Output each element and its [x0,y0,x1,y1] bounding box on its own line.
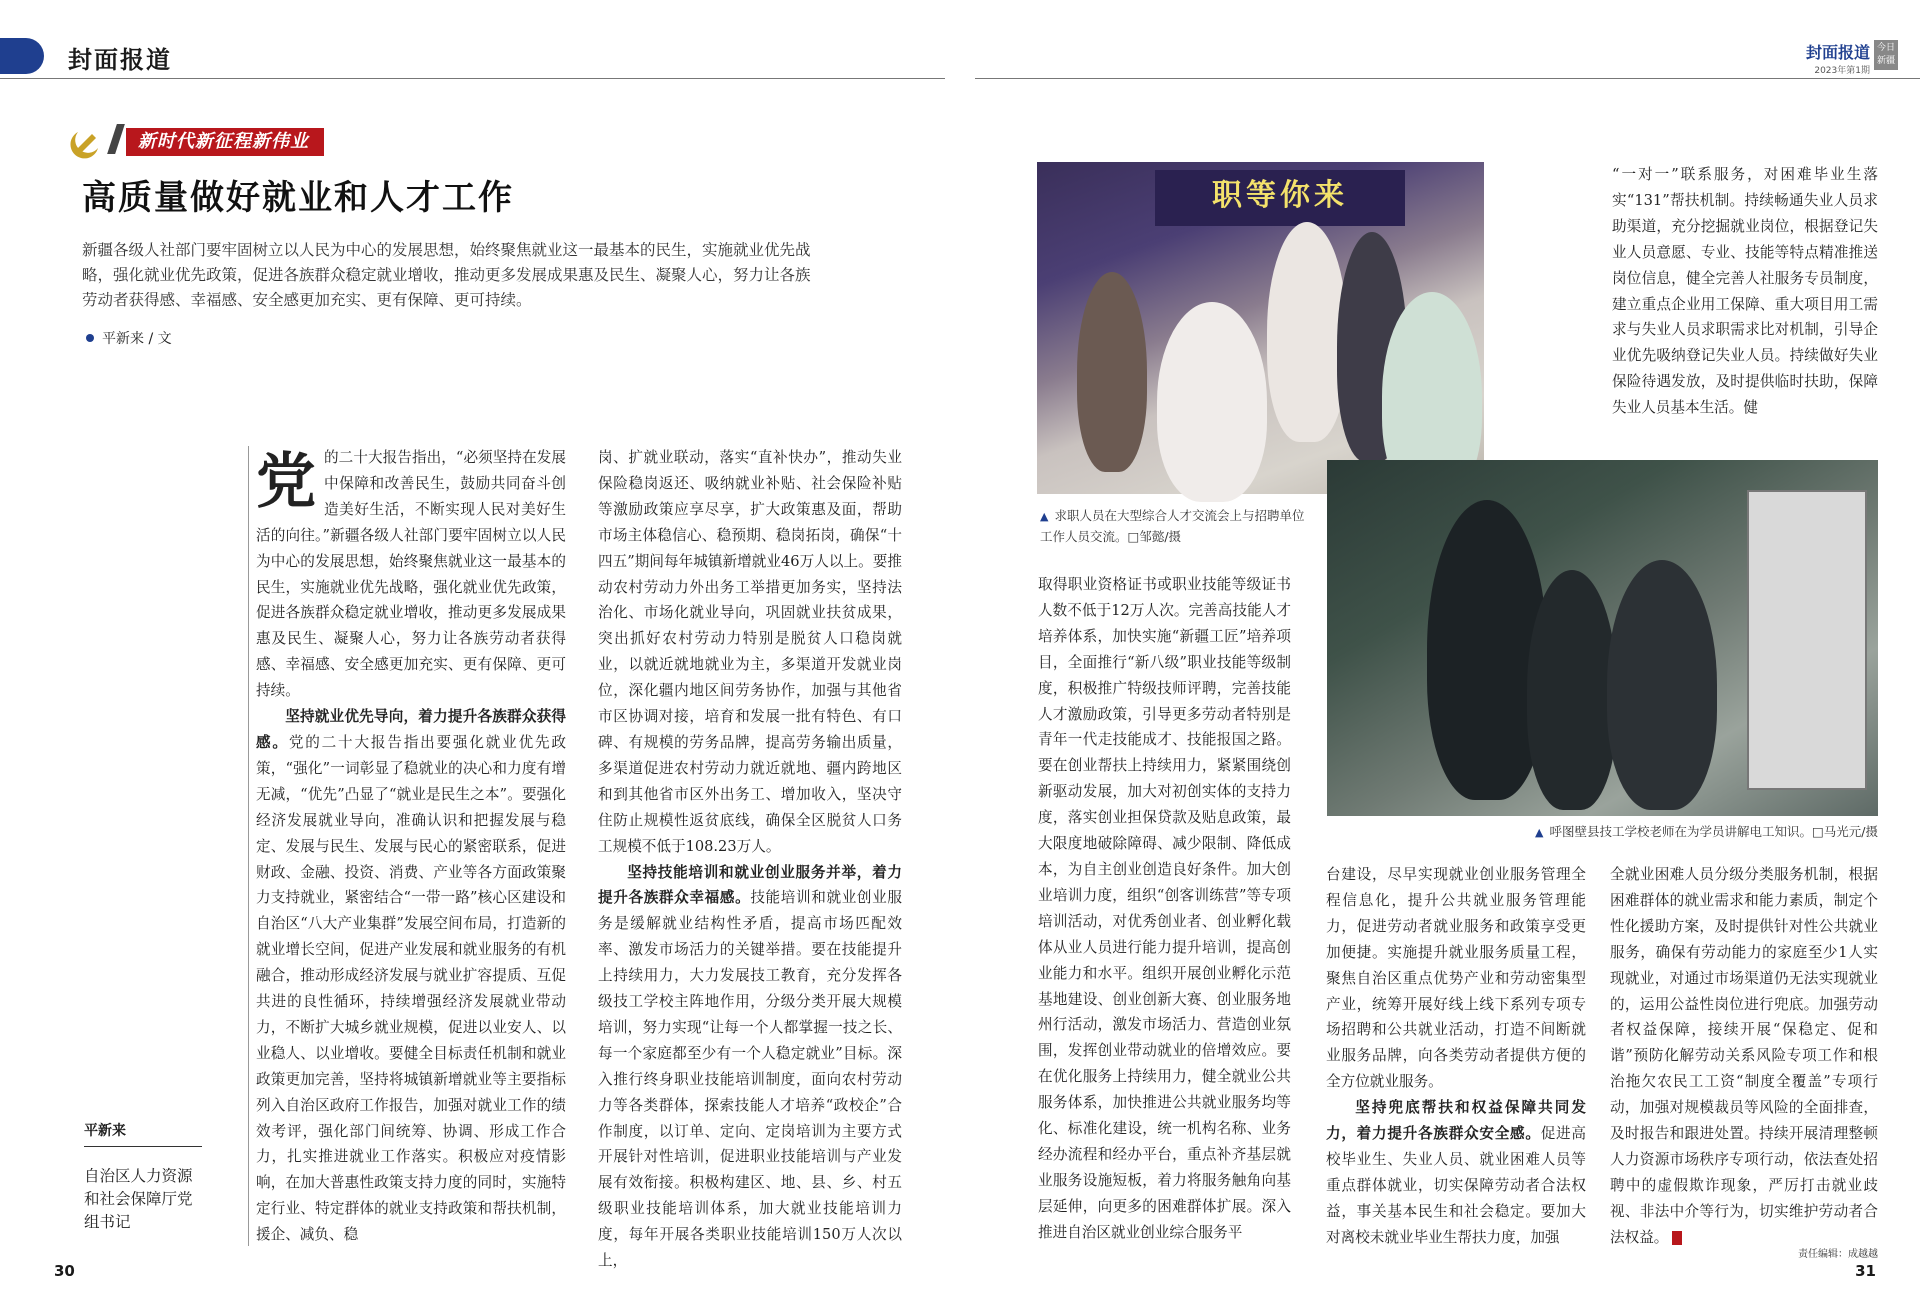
column-divider [248,446,249,1246]
end-mark-icon [1672,1231,1682,1245]
article-column-3 [1038,572,1291,1252]
byline [86,328,172,348]
photo-credit: □马光元/摄 [1811,824,1878,839]
photo-credit: □邹懿/摄 [1127,529,1182,544]
caption-triangle-icon: ▲ [1534,826,1544,839]
paragraph-text: 技能培训和就业创业服务是缓解就业结构性矛盾，提高市场匹配效率、激发市场活力的关键举措。要在技能提升上持续用力，大力发展技工教育，充分发挥各级技工学校主阵地作用，分级分类开展大规模培训，努力实现“让每一个人都掌握一技之长、每一个家庭都至少有一个人稳定就业”目标。深入推行终身职业技能培训制度，面向农村劳动力等各类群体，探索技能人才培养“政校企”合作制度，以订单、定向、定岗培训为主要方式开展针对性培训，促进职业技能培训与产业发展有效衔接。积极构建区、地、县、乡、村五级职业技能培训体系，加大就业技能培训力度，每年开展各类职业技能培训150万人次以上， [598,889,902,1270]
paragraph [256,704,566,1248]
article-column-4 [1326,862,1586,1252]
page-number-right: 31 [1855,1262,1876,1280]
paragraph-text: 的二十大报告指出，“必须坚持在发展中保障和改善民生，鼓励共同奋斗创造美好生活，不断实现人民对美好生活的向往。”新疆各级人社部门要牢固树立以人民为中心的发展思想，始终聚焦就业这一最基本的民生，实施就业优先战略，强化就业优先政策，促进各族群众稳定就业增收，推动更多发展成果惠及民生、凝聚人心，努力让各族劳动者获得感、幸福感、安全感更加充实、更有保障、更可持续。 [256,449,566,700]
photo-person [1267,222,1347,442]
article-lead: 新疆各级人社部门要牢固树立以人民为中心的发展思想，始终聚焦就业这一最基本的民生，实施就业优先战略，强化就业优先政策，促进各族群众稳定就业增收，推动更多发展成果惠及民生、凝聚人心，努力让各族劳动者获得感、幸福感、安全感更加充实、更有保障、更可持续。 [82,241,811,309]
paragraph-text: 取得职业资格证书或职业技能等级证书人数不低于12万人次。完善高技能人才培养体系，加快实施“新疆工匠”培养项目，全面推行“新八级”职业技能等级制度，积极推广特级技师评聘，完善技能人才激励政策，引导更多劳动者特别是青年一代走技能成才、技能报国之路。要在创业帮扶上持续用力，紧紧围绕创新驱动发展，加大对初创实体的支持力度，落实创业担保贷款及贴息政策，最大限度地破除障碍、减少限制、降低成本，为自主创业创造良好条件。加大创业培训力度，组织“创客训练营”等专项培训活动，对优秀创业者、创业孵化载体从业人员进行能力提升培训，提高创业能力和水平。组织开展创业孵化示范基地建设、创业创新大赛、创业服务地州行活动，激发市场活力、营造创业氛围，发挥创业带动就业的倍增效应。要在优化服务上持续用力，健全就业公共服务体系，加快推进公共就业服务均等化、标准化建设，统一机构名称、业务经办流程和经办平台，重点补齐基层就业服务设施短板，着力将服务触角向基层延伸，向更多的困难群体扩展。深入推进自治区就业创业综合服务平 [1038,576,1291,1241]
photo-person [1077,272,1147,472]
paragraph-text: 全就业困难人员分级分类服务机制，根据困难群体的就业需求和能力素质，制定个性化援助方案，及时提供针对性公共就业服务，确保有劳动能力的家庭至少1人实现就业，对通过市场渠道仍无法实现就业的，运用公益性岗位进行兜底。加强劳动者权益保障，接续开展“保稳定、促和谐”预防化解劳动关系风险专项工作和根治拖欠农民工工资“制度全覆盖”专项行动，加强对规模裁员等风险的全面排查，及时报告和跟进处置。持续开展清理整顿人力资源市场秩序专项行动，依法查处招聘中的虚假欺诈现象，严厉打击就业歧视、非法中介等行为，切实维护劳动者合法权益。 [1610,866,1878,1246]
party-emblem-icon [70,124,104,158]
caption-text: 呼图壁县技工学校老师在为学员讲解电工知识。 [1549,824,1812,839]
header-rule-left [0,78,945,79]
header-rule-right [975,78,1920,79]
photo-person [1607,560,1717,810]
paragraph-text: 党的二十大报告指出要强化就业优先政策，“强化”一词彰显了稳就业的决心和力度有增无减，“优先”凸显了“就业是民生之本”。要强化经济发展就业导向，准确认识和把握发展与稳定、发展与民生、发展与民心的紧密联系，促进财政、金融、投资、消费、产业等各方面政策聚力支持就业，紧密结合“一带一路”核心区建设和自治区“八大产业集群”发展空间布局，打造新的就业增长空间，促进产业发展和就业服务的有机融合，推动形成经济发展与就业扩容提质、互促共进的良性循环，持续增强经济发展就业带动力，不断扩大城乡就业规模，促进以业安人、以业稳人、以业增收。要健全目标责任机制和就业政策更加完善，坚持将城镇新增就业等主要指标列入自治区政府工作报告，加强对就业工作的绩效考评，强化部门间统筹、协调、形成工作合力，扎实推进就业工作落实。积极应对疫情影响，在加大普惠性政策支持力度的同时，实施特定行业、特定群体的就业支持政策和帮扶机制，援企、减负、稳 [256,733,566,1244]
photo1-caption [1040,506,1310,547]
article-column-5 [1610,862,1878,1252]
author-note [84,1120,202,1234]
job-fair-photo [1037,162,1484,494]
title-slash [107,124,125,154]
drop-cap: 党 [256,447,316,517]
article-column-6 [1612,162,1878,422]
page-number-left: 30 [54,1262,75,1280]
author-name: 平新来 [84,1120,202,1147]
paragraph-text: 促进高校毕业生、失业人员、就业困难人员等重点群体就业，切实保障劳动者合法权益，事关基本民生和社会稳定。要加大对离校未就业毕业生帮扶力度，加强 [1326,1125,1586,1246]
editor-credit: 责任编辑：成越越 [1798,1249,1878,1260]
section-heading: 坚持就业优先导向，着力提升各族群众获得感。 [256,708,566,751]
section-title: 封面报道 [68,45,172,74]
photo-person [1157,302,1267,502]
training-panel [1747,490,1867,790]
article-column-2 [598,445,902,1270]
paragraph [1610,862,1878,1251]
photo-person [1527,570,1617,810]
paragraph-text: “一对一”联系服务，对困难毕业生落实“131”帮扶机制。持续畅通失业人员求助渠道，充分挖掘就业岗位，根据登记失业人员意愿、专业、技能等特点精准推送岗位信息，健全完善人社服务专员制度，建立重点企业用工保障、重大项目用工需求与失业人员求职需求比对机制，引导企业优先吸纳登记失业人员。持续做好失业保险待遇发放，及时提供临时扶助，保障失业人员基本生活。健 [1612,166,1878,417]
photo2-caption [1526,822,1878,843]
section-heading: 坚持兜底帮扶和权益保障共同发力，着力提升各族群众安全感。 [1326,1099,1586,1143]
caption-text: 求职人员在大型综合人才交流会上与招聘单位工作人员交流。 [1040,508,1305,544]
magazine-badge: 今日新疆 [1874,40,1898,70]
issue-label: 2023年第1期 [1814,66,1870,76]
photo-sign: 职等你来 [1155,170,1405,226]
paragraph [598,860,902,1275]
magazine-header [1806,40,1898,76]
paragraph-text: 台建设，尽早实现就业创业服务管理全程信息化，提升公共就业服务管理能力，促进劳动者就业服务和政策享受更加便捷。实施提升就业服务质量工程，聚焦自治区重点优势产业和劳动密集型产业，统筹开展好线上线下系列专项专场招聘和公共就业活动，打造不间断就业服务品牌，向各类劳动者提供方便的全方位就业服务。 [1326,866,1586,1091]
section-tab [0,38,44,74]
technical-school-photo [1327,460,1878,816]
caption-triangle-icon: ▲ [1040,510,1049,523]
section-heading: 坚持技能培训和就业创业服务并举，着力提升各族群众幸福感。 [598,863,902,907]
paragraph [256,445,566,704]
magazine-section-title: 封面报道 [1805,43,1870,62]
article-title: 高质量做好就业和人才工作 [82,178,514,218]
article-column-1 [256,445,566,1255]
bullet-icon [86,334,94,342]
series-banner: 新时代新征程新伟业 [126,128,324,156]
paragraph [1326,1095,1586,1250]
author-title: 自治区人力资源和社会保障厅党组书记 [84,1167,193,1231]
byline-text: 平新来 / 文 [102,331,172,347]
paragraph-text: 岗、扩就业联动，落实“直补快办”，推动失业保险稳岗返还、吸纳就业补贴、社会保险补贴等激励政策应享尽享，扩大政策惠及面，帮助市场主体稳信心、稳预期、稳岗拓岗，确保“十四五”期间每年城镇新增就业46万人以上。要推动农村劳动力外出务工举措更加务实，坚持法治化、市场化就业导向，巩固就业扶贫成果，突出抓好农村劳动力特别是脱贫人口稳岗就业，以就近就地就业为主，多渠道开发就业岗位，深化疆内地区间劳务协作，加强与其他省市区协调对接，培育和发展一批有特色、有口碑、有规模的劳务品牌，提高劳务输出质量，多渠道促进农村劳动力就近就地、疆内跨地区和到其他省市区外出务工、增加收入，坚决守住防止规模性返贫底线，确保全区脱贫人口务工规模不低于108.23万人。 [598,449,902,855]
